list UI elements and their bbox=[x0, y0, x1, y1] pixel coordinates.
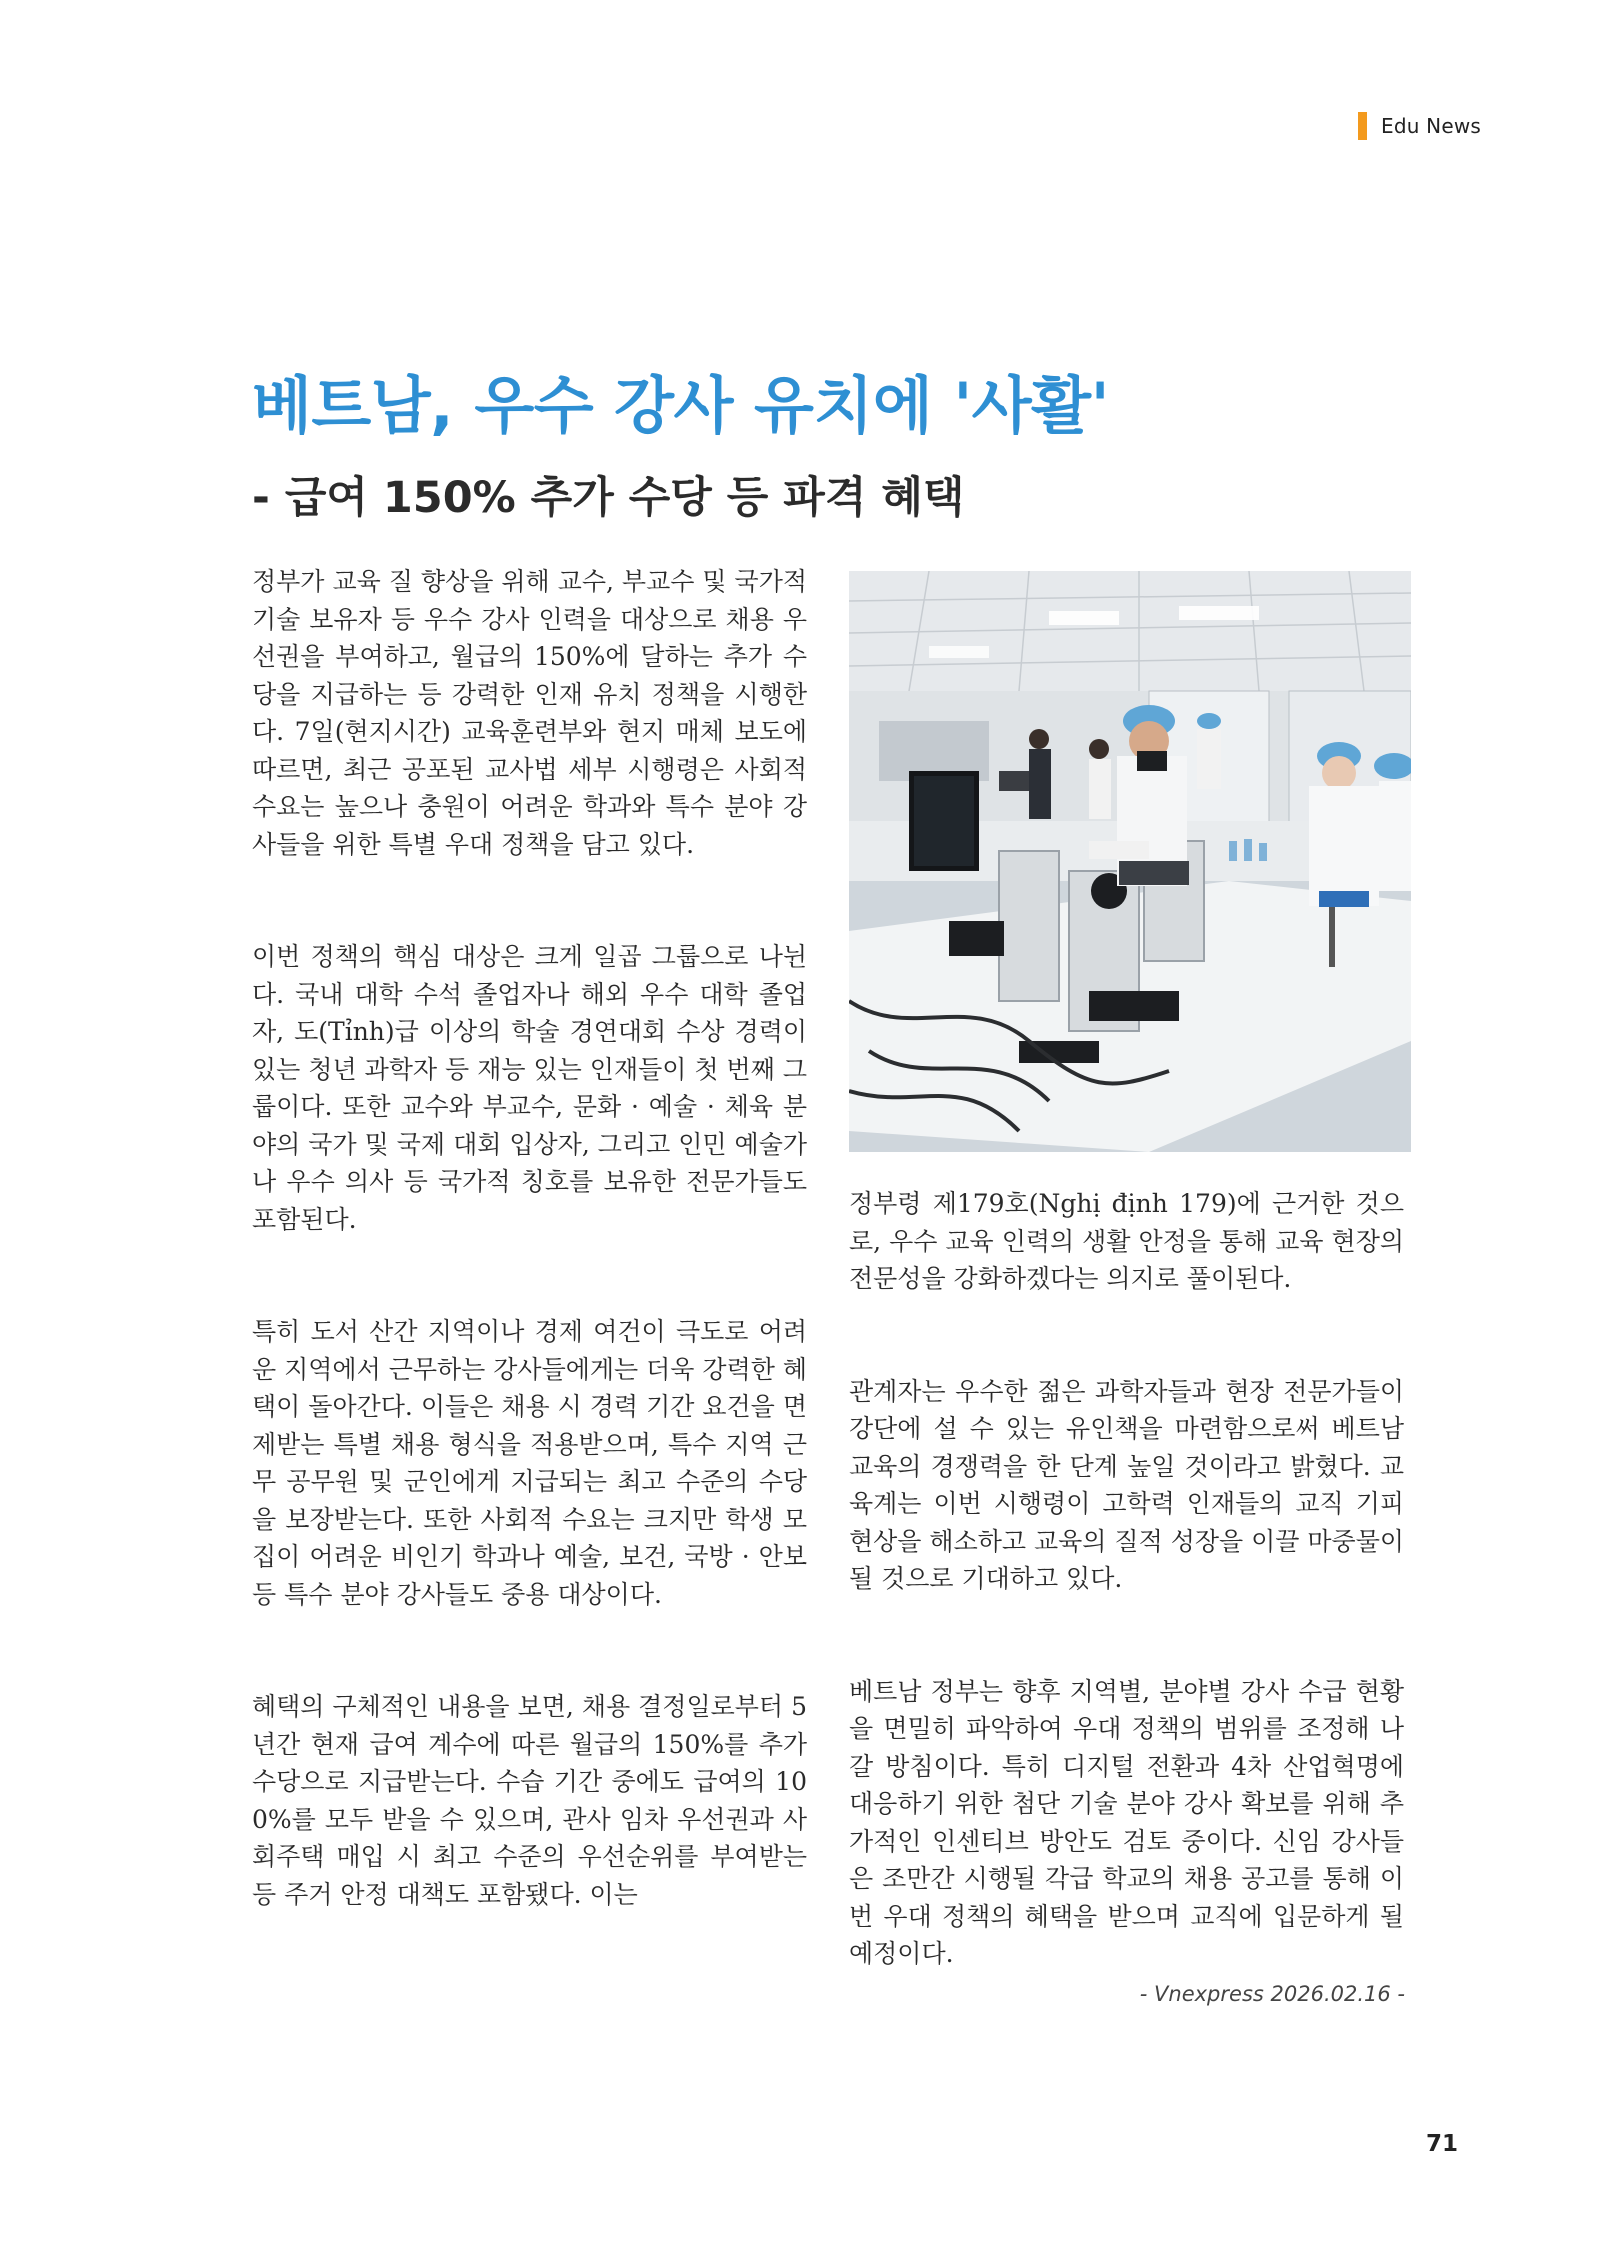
article-left-column bbox=[252, 563, 807, 1913]
article-paragraph: 혜택의 구체적인 내용을 보면, 채용 결정일로부터 5년간 현재 급여 계수에 따른 월급의 150%를 추가 수당으로 지급받는다. 수습 기간 중에도 급여의 100%를 모두 받을 수 있으며, 관사 임차 우선권과 사회주택 매입 시 최고 수준의 우선순위를 부여받는 등 주거 안정 대책도 포함됐다. 이는 bbox=[252, 1692, 807, 1909]
section-tag bbox=[1358, 112, 1481, 140]
section-label: Edu News bbox=[1381, 114, 1482, 138]
article-right-column bbox=[849, 1185, 1404, 1973]
section-accent-bar bbox=[1358, 112, 1367, 140]
laboratory-photo bbox=[849, 571, 1411, 1152]
article-subtitle: - 급여 150% 추가 수당 등 파격 혜택 bbox=[252, 473, 965, 523]
article-paragraph: 정부가 교육 질 향상을 위해 교수, 부교수 및 국가적 기술 보유자 등 우수 강사 인력을 대상으로 채용 우선권을 부여하고, 월급의 150%에 달하는 추가 수당을 지급하는 등 강력한 인재 유치 정책을 시행한다. 7일(현지시간) 교육훈련부와 현지 매체 보도에 따르면, 최근 공포된 교사법 세부 시행령은 사회적 수요는 높으나 충원이 어려운 학과와 특수 분야 강사들을 위한 특별 우대 정책을 담고 있다. bbox=[252, 567, 807, 859]
article-paragraph: 특히 도서 산간 지역이나 경제 여건이 극도로 어려운 지역에서 근무하는 강사들에게는 더욱 강력한 혜택이 돌아간다. 이들은 채용 시 경력 기간 요건을 면제받는 특별 채용 형식을 적용받으며, 특수 지역 근무 공무원 및 군인에게 지급되는 최고 수준의 수당을 보장받는다. 또한 사회적 수요는 크지만 학생 모집이 어려운 비인기 학과나 예술, 보건, 국방 · 안보 등 특수 분야 강사들도 중용 대상이다. bbox=[252, 1317, 807, 1609]
article-paragraph: 관계자는 우수한 젊은 과학자들과 현장 전문가들이 강단에 설 수 있는 유인책을 마련함으로써 베트남 교육의 경쟁력을 한 단계 높일 것이라고 밝혔다. 교육계는 이번 시행령이 고학력 인재들의 교직 기피 현상을 해소하고 교육의 질적 성장을 이끌 마중물이 될 것으로 기대하고 있다. bbox=[849, 1376, 1404, 1593]
article-paragraph: 이번 정책의 핵심 대상은 크게 일곱 그룹으로 나뉜다. 국내 대학 수석 졸업자나 해외 우수 대학 졸업자, 도(Tỉnh)급 이상의 학술 경연대회 수상 경력이 있는 청년 과학자 등 재능 있는 인재들이 첫 번째 그룹이다. 또한 교수와 부교수, 문화 · 예술 · 체육 분야의 국가 및 국제 대회 입상자, 그리고 인민 예술가나 우수 의사 등 국가적 칭호를 보유한 전문가들도 포함된다. bbox=[252, 942, 807, 1234]
article-title: 베트남, 우수 강사 유치에 '사활' bbox=[252, 369, 1110, 442]
article-source: - Vnexpress 2026.02.16 - bbox=[1139, 1982, 1405, 2006]
article-paragraph: 베트남 정부는 향후 지역별, 분야별 강사 수급 현황을 면밀히 파악하여 우대 정책의 범위를 조정해 나갈 방침이다. 특히 디지털 전환과 4차 산업혁명에 대응하기 위한 첨단 기술 분야 강사 확보를 위해 추가적인 인센티브 방안도 검토 중이다. 신임 강사들은 조만간 시행될 각급 학교의 채용 공고를 통해 이번 우대 정책의 혜택을 받으며 교직에 입문하게 될 예정이다. bbox=[849, 1676, 1404, 1968]
article-paragraph: 정부령 제179호(Nghị định 179)에 근거한 것으로, 우수 교육 인력의 생활 안정을 통해 교육 현장의 전문성을 강화하겠다는 의지로 풀이된다. bbox=[849, 1189, 1404, 1293]
page-number: 71 bbox=[1425, 2131, 1458, 2157]
